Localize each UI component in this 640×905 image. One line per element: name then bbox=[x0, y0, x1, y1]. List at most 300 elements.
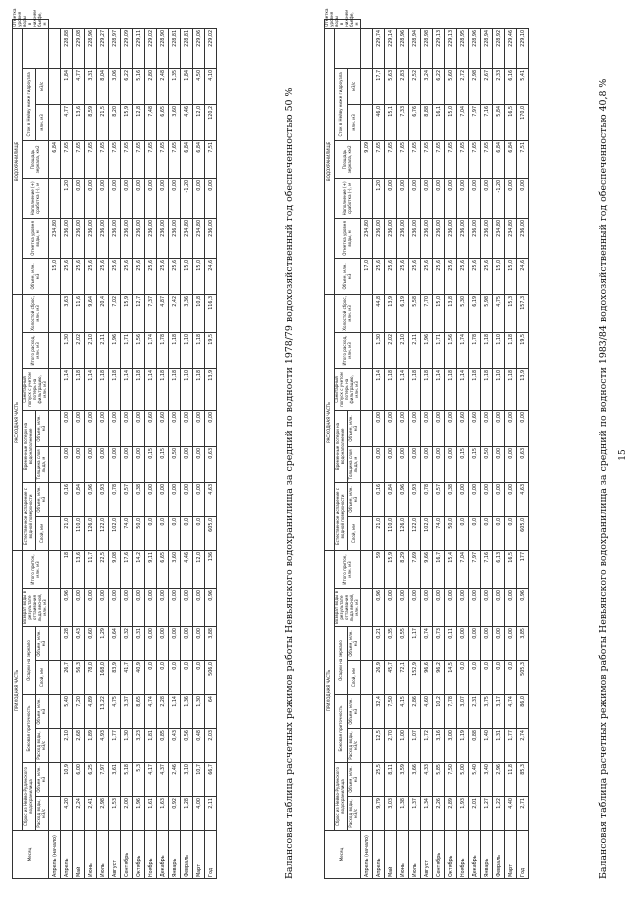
table-cell: 1,14 bbox=[457, 368, 469, 410]
table-cell: 2,10 bbox=[85, 332, 97, 368]
table-cell: 0,78 bbox=[421, 482, 433, 516]
table-cell: 0,00 bbox=[397, 589, 409, 627]
table-cell: 1,93 bbox=[457, 797, 469, 831]
table-cell: 2,71 bbox=[517, 797, 529, 831]
col-header-flow: м3/с bbox=[36, 68, 49, 104]
table-cell: 228,81 bbox=[181, 28, 193, 68]
table-cell: 236,00 bbox=[409, 218, 421, 258]
table-cell bbox=[49, 661, 61, 695]
table-cell: 1,34 bbox=[421, 797, 433, 831]
table-cell: 7,48 bbox=[145, 104, 157, 140]
table-cell: 7,65 bbox=[109, 140, 121, 178]
table-cell: 1,81 bbox=[145, 729, 157, 763]
row-month-label: Март bbox=[505, 831, 517, 879]
table-cell: 157,3 bbox=[517, 294, 529, 332]
table-cell: 505,3 bbox=[517, 661, 529, 695]
table-cell bbox=[49, 294, 61, 332]
table-cell: 10,9 bbox=[61, 763, 73, 797]
table-cell: 9,09 bbox=[361, 140, 373, 178]
table-cell: 0,00 bbox=[97, 410, 109, 446]
table-cell: 85,3 bbox=[517, 763, 529, 797]
col-header-volume: Объем, млн. м3 bbox=[335, 258, 361, 294]
table-cell: 41,7 bbox=[121, 661, 133, 695]
table-cell: 2,26 bbox=[433, 797, 445, 831]
table-cell: 2,41 bbox=[85, 797, 97, 831]
table-cell: 7,65 bbox=[169, 140, 181, 178]
table-cell: 5,40 bbox=[61, 695, 73, 729]
table-cell: 0,11 bbox=[445, 627, 457, 661]
table-cell: 1,14 bbox=[85, 368, 97, 410]
table-cell: 96,2 bbox=[433, 661, 445, 695]
table-cell: 50,0 bbox=[445, 516, 457, 550]
table-cell: 25,6 bbox=[145, 258, 157, 294]
table-cell: 1,89 bbox=[85, 729, 97, 763]
table-cell: 3,59 bbox=[397, 763, 409, 797]
col-header-tailwater-level: Отметка уровня воды в нижнем бьефе, м bbox=[13, 8, 48, 27]
table-cell: 0,00 bbox=[433, 589, 445, 627]
table-cell: 5,84 bbox=[493, 104, 505, 140]
table-cell: 13,9 bbox=[205, 368, 217, 410]
table-cell: 0,0 bbox=[481, 516, 493, 550]
table-cell: 4,40 bbox=[505, 797, 517, 831]
table-cell: 7,65 bbox=[397, 140, 409, 178]
table-cell: 4,75 bbox=[109, 695, 121, 729]
table-cell: 0,00 bbox=[109, 589, 121, 627]
table-cell: 7,65 bbox=[97, 140, 109, 178]
table-cell: 7,65 bbox=[85, 140, 97, 178]
table-cell: 1,10 bbox=[493, 368, 505, 410]
table-cell: 3,60 bbox=[169, 550, 181, 588]
table-cell: 0,00 bbox=[61, 446, 73, 482]
table-cell: 19,5 bbox=[517, 332, 529, 368]
table-cell: 16,5 bbox=[505, 104, 517, 140]
table-cell: 0,0 bbox=[145, 516, 157, 550]
table-cell: 2,10 bbox=[397, 332, 409, 368]
table-cell: 4,77 bbox=[73, 68, 85, 104]
table-cell: 0,00 bbox=[481, 178, 493, 218]
row-month-label: Декабрь bbox=[469, 831, 481, 879]
table-cell: 0,00 bbox=[157, 589, 169, 627]
table-cell: 4,75 bbox=[493, 294, 505, 332]
table-cell: 0,00 bbox=[433, 446, 445, 482]
col-header-discharge: Расход воды, м3/с bbox=[348, 797, 361, 831]
table-cell: 0,00 bbox=[157, 482, 169, 516]
table-cell: 0,00 bbox=[457, 589, 469, 627]
table-cell: 8,11 bbox=[385, 763, 397, 797]
table-cell: 12,8 bbox=[133, 104, 145, 140]
table-cell: 7,69 bbox=[409, 550, 421, 588]
table-cell: 7,65 bbox=[421, 140, 433, 178]
table-cell: 8,59 bbox=[85, 104, 97, 140]
table-cell: 0,00 bbox=[169, 482, 181, 516]
table-cell: 64 bbox=[205, 695, 217, 729]
table-cell: 2,74 bbox=[517, 729, 529, 763]
table-cell: 0,21 bbox=[373, 627, 385, 661]
table-cell: 1,84 bbox=[181, 68, 193, 104]
table-cell: 2,46 bbox=[169, 763, 181, 797]
row-month-label: Май bbox=[73, 831, 85, 879]
table-cell bbox=[361, 68, 373, 104]
table-cell bbox=[49, 104, 61, 140]
table-cell: 74,0 bbox=[433, 516, 445, 550]
subgroup-header-precipitation: Осадки на зеркало bbox=[335, 627, 348, 695]
table-cell: 234,80 bbox=[505, 218, 517, 258]
table-cell: 1,18 bbox=[169, 368, 181, 410]
table-cell: 0,00 bbox=[385, 178, 397, 218]
table-cell: 1,18 bbox=[481, 332, 493, 368]
table-cell: 0,00 bbox=[193, 589, 205, 627]
table-cell bbox=[361, 516, 373, 550]
table-cell: 1,77 bbox=[505, 729, 517, 763]
table-cell: 0,0 bbox=[157, 516, 169, 550]
table-cell: 25,6 bbox=[421, 258, 433, 294]
subgroup-header-downstream-flow: Сток в Нейву ниже гидроузла bbox=[335, 68, 348, 140]
table-cell: 2,02 bbox=[385, 332, 397, 368]
table-cell: 236,00 bbox=[385, 218, 397, 258]
table-cell: 228,92 bbox=[493, 28, 505, 68]
table-cell: 0,0 bbox=[493, 516, 505, 550]
table-row bbox=[397, 20, 409, 879]
table-cell: 3,03 bbox=[385, 797, 397, 831]
table-cell: 24,6 bbox=[205, 258, 217, 294]
balance-table-1983-84 bbox=[324, 8, 529, 879]
table-cell: 2,80 bbox=[145, 68, 157, 104]
table-cell: 7,65 bbox=[121, 140, 133, 178]
row-month-label: Сентябрь bbox=[121, 831, 133, 879]
table-cell: 9,79 bbox=[373, 797, 385, 831]
table-cell: 2,02 bbox=[73, 332, 85, 368]
table-cell: 14,5 bbox=[445, 661, 457, 695]
table-cell: 86,0 bbox=[517, 695, 529, 729]
table-cell: 0,0 bbox=[481, 661, 493, 695]
col-header-volume: Объем, млн. м3 bbox=[23, 258, 49, 294]
table-cell: 0,00 bbox=[73, 178, 85, 218]
table-cell: 1,18 bbox=[157, 368, 169, 410]
table-cell: 3,75 bbox=[481, 695, 493, 729]
table-cell: 0,38 bbox=[445, 482, 457, 516]
table-cell: 6,84 bbox=[193, 140, 205, 178]
table-cell: 236,00 bbox=[145, 218, 157, 258]
table-cell: 605,0 bbox=[517, 516, 529, 550]
table-cell: 44,8 bbox=[373, 294, 385, 332]
table-cell: 0,00 bbox=[145, 178, 157, 218]
table-cell: 13,9 bbox=[385, 294, 397, 332]
table-cell: 59 bbox=[373, 550, 385, 588]
table-cell: 0,00 bbox=[133, 410, 145, 446]
table-cell: 168,0 bbox=[97, 661, 109, 695]
table-cell: 0,93 bbox=[97, 482, 109, 516]
subgroup-header-lateral-inflow: Боковая приточность bbox=[23, 695, 36, 763]
group-header-expense: РАСХОДНАЯ ЧАСТЬ bbox=[325, 294, 335, 550]
col-header-flow: м3/с bbox=[348, 68, 361, 104]
group-header-income: ПРИХОДНАЯ ЧАСТЬ bbox=[325, 550, 335, 830]
table-cell: 110,0 bbox=[73, 516, 85, 550]
table-cell: 11,7 bbox=[85, 550, 97, 588]
table-cell: 3,88 bbox=[205, 627, 217, 661]
table-cell: 122,0 bbox=[409, 516, 421, 550]
table-cell: 12,0 bbox=[193, 550, 205, 588]
table-cell: 102,0 bbox=[109, 516, 121, 550]
table-cell: 0,43 bbox=[73, 627, 85, 661]
table-cell: 1,27 bbox=[481, 797, 493, 831]
table-cell: 0,00 bbox=[421, 178, 433, 218]
table-cell: 3,40 bbox=[481, 763, 493, 797]
table-cell: 25,6 bbox=[73, 258, 85, 294]
table-cell: 1,20 bbox=[373, 178, 385, 218]
table-cell: 2,52 bbox=[409, 68, 421, 104]
table-cell: 6,84 bbox=[505, 140, 517, 178]
table-cell: 3,36 bbox=[181, 294, 193, 332]
table-cell: 0,00 bbox=[433, 178, 445, 218]
table-cell: 56,3 bbox=[73, 661, 85, 695]
table-cell: 126,0 bbox=[85, 516, 97, 550]
table-row bbox=[481, 20, 493, 879]
table-cell: 0,00 bbox=[481, 627, 493, 661]
table-cell: 1,18 bbox=[73, 368, 85, 410]
table-cell: 0,00 bbox=[121, 446, 133, 482]
table-cell: 0,00 bbox=[481, 410, 493, 446]
table-cell: 0,00 bbox=[193, 627, 205, 661]
table-cell: 229,46 bbox=[505, 28, 517, 68]
table-cell: 0,38 bbox=[133, 482, 145, 516]
table-cell: 0,00 bbox=[433, 410, 445, 446]
table-row bbox=[121, 20, 133, 879]
table-cell: 10,8 bbox=[193, 294, 205, 332]
table-cell: 15,0 bbox=[445, 104, 457, 140]
table-cell: 7,65 bbox=[457, 140, 469, 178]
row-month-label: Апрель (начало) bbox=[49, 831, 61, 879]
table-row bbox=[205, 20, 217, 879]
table-cell bbox=[361, 482, 373, 516]
table-cell: 236,00 bbox=[109, 218, 121, 258]
table-cell: 0,0 bbox=[505, 516, 517, 550]
table-cell bbox=[49, 68, 61, 104]
table-cell: 7,65 bbox=[481, 140, 493, 178]
table-cell: 0,96 bbox=[373, 589, 385, 627]
table-cell: 1,17 bbox=[409, 627, 421, 661]
table-cell bbox=[361, 410, 373, 446]
table-cell: 4,17 bbox=[145, 763, 157, 797]
table-cell bbox=[361, 695, 373, 729]
table-cell: 0,16 bbox=[61, 482, 73, 516]
table-row bbox=[457, 20, 469, 879]
table-cell: 0,00 bbox=[517, 410, 529, 446]
row-month-label: Январь bbox=[481, 831, 493, 879]
table-cell: 1,96 bbox=[109, 332, 121, 368]
subgroup-header-upstream-discharge: Сброс из Нейво-Рудянского водохранилища bbox=[23, 763, 36, 831]
table-cell: 12,5 bbox=[373, 729, 385, 763]
table-cell: 10,2 bbox=[433, 695, 445, 729]
table-cell: 1,78 bbox=[469, 332, 481, 368]
table-cell bbox=[49, 627, 61, 661]
row-month-label: Февраль bbox=[181, 831, 193, 879]
table-cell: 3,06 bbox=[109, 68, 121, 104]
table-cell: 152,9 bbox=[409, 661, 421, 695]
table-cell bbox=[361, 104, 373, 140]
row-month-label: Январь bbox=[169, 831, 181, 879]
row-month-label: Апрель (начало) bbox=[361, 831, 373, 879]
col-header-volume: Объем, млн. м3 bbox=[348, 695, 361, 729]
table-cell: 0,84 bbox=[385, 482, 397, 516]
table-cell: 6,19 bbox=[469, 294, 481, 332]
table-cell: 4,63 bbox=[517, 482, 529, 516]
table-cell: 9,64 bbox=[85, 294, 97, 332]
table-cell: 25,6 bbox=[445, 258, 457, 294]
table-cell: 0,35 bbox=[385, 627, 397, 661]
col-header-month: Месяц bbox=[13, 831, 49, 879]
table-cell: 6,22 bbox=[433, 68, 445, 104]
table-cell: 1,18 bbox=[193, 368, 205, 410]
table-cell: 236,00 bbox=[397, 218, 409, 258]
table-cell: 6,84 bbox=[181, 140, 193, 178]
table-cell: 96,6 bbox=[421, 661, 433, 695]
table-cell: 25,6 bbox=[397, 258, 409, 294]
table-cell: 2,03 bbox=[205, 729, 217, 763]
table-cell: 24,6 bbox=[517, 258, 529, 294]
table-cell: 7,65 bbox=[157, 140, 169, 178]
table-cell: 4,00 bbox=[193, 797, 205, 831]
table-cell: 229,13 bbox=[445, 28, 457, 68]
table-cell bbox=[361, 294, 373, 332]
table-cell: 4,15 bbox=[397, 695, 409, 729]
table-cell: 25,6 bbox=[373, 258, 385, 294]
col-header-layer: Слой, мм bbox=[36, 661, 49, 695]
table-cell: 0,0 bbox=[181, 516, 193, 550]
table-cell: 4,46 bbox=[181, 550, 193, 588]
table-cell bbox=[49, 446, 61, 482]
table-cell: 5,58 bbox=[409, 294, 421, 332]
col-header-ice-thickness: Толщина слоя льда, м bbox=[348, 446, 361, 482]
table-cell: 2,11 bbox=[205, 797, 217, 831]
table-cell: 26,9 bbox=[373, 661, 385, 695]
table-cell: 1,20 bbox=[61, 178, 73, 218]
table-cell bbox=[361, 797, 373, 831]
table-cell: 1,18 bbox=[97, 368, 109, 410]
table-2-title: Балансовая таблица расчетных режимов работы Невьянского водохранилища за средний по водности 1978/79 водохозяйственный год обеспеченностью 50 % bbox=[284, 87, 295, 879]
table-cell: 5,98 bbox=[481, 294, 493, 332]
col-header-discharge: Расход воды, м3/с bbox=[348, 729, 361, 763]
table-cell: 1,35 bbox=[169, 68, 181, 104]
table-cell: 1,72 bbox=[421, 729, 433, 763]
table-cell: 2,96 bbox=[493, 763, 505, 797]
table-cell: 110,0 bbox=[385, 516, 397, 550]
col-header-volume: Объем, млн. м3 bbox=[36, 695, 49, 729]
table-row bbox=[445, 20, 457, 879]
table-cell: 1,18 bbox=[133, 368, 145, 410]
table-cell: 1,18 bbox=[169, 332, 181, 368]
table-cell: 25,6 bbox=[433, 258, 445, 294]
table-cell: 5,00 bbox=[457, 763, 469, 797]
table-cell: 3,16 bbox=[433, 729, 445, 763]
table-cell: 15,3 bbox=[505, 294, 517, 332]
table-cell: 0,00 bbox=[109, 410, 121, 446]
col-header-volume: Объем, млн. м3 bbox=[348, 410, 361, 446]
table-cell: 0,00 bbox=[205, 178, 217, 218]
row-month-label: Год bbox=[205, 831, 217, 879]
row-month-label: Март bbox=[193, 831, 205, 879]
table-cell: 1,40 bbox=[481, 729, 493, 763]
table-cell: 229,02 bbox=[145, 28, 157, 68]
table-cell: 0,63 bbox=[205, 446, 217, 482]
table-cell: 0,0 bbox=[157, 661, 169, 695]
table-cell: 0,56 bbox=[181, 729, 193, 763]
col-header-layer: Слой, мм bbox=[348, 516, 361, 550]
table-cell bbox=[361, 550, 373, 588]
table-cell: 2,86 bbox=[409, 695, 421, 729]
table-cell: 236,00 bbox=[421, 218, 433, 258]
table-cell: 6,16 bbox=[505, 68, 517, 104]
table-cell: 0,50 bbox=[169, 446, 181, 482]
table-cell bbox=[361, 763, 373, 797]
table-cell: 6,65 bbox=[157, 550, 169, 588]
table-cell bbox=[49, 482, 61, 516]
table-cell: 0,00 bbox=[409, 446, 421, 482]
table-cell: 45,7 bbox=[385, 661, 397, 695]
table-cell: 136 bbox=[205, 550, 217, 588]
table-cell: 0,00 bbox=[421, 410, 433, 446]
table-cell: 10,7 bbox=[193, 763, 205, 797]
table-cell bbox=[49, 589, 61, 627]
table-cell: 7,02 bbox=[109, 294, 121, 332]
table-cell: 0,00 bbox=[109, 178, 121, 218]
table-cell: 9,66 bbox=[421, 550, 433, 588]
table-row bbox=[97, 20, 109, 879]
row-month-label: Август bbox=[109, 831, 121, 879]
table-cell: 236,00 bbox=[85, 218, 97, 258]
table-cell: 25,6 bbox=[469, 258, 481, 294]
table-cell: 236,00 bbox=[433, 218, 445, 258]
table-cell: 0,00 bbox=[493, 627, 505, 661]
row-month-label: Ноябрь bbox=[457, 831, 469, 879]
row-month-label: Октябрь bbox=[133, 831, 145, 879]
table-cell: 2,72 bbox=[457, 68, 469, 104]
table-row bbox=[133, 20, 145, 879]
table-cell: 1,10 bbox=[181, 368, 193, 410]
table-cell: 2,98 bbox=[97, 797, 109, 831]
table-cell: 228,88 bbox=[61, 28, 73, 68]
table-cell: 1,18 bbox=[421, 368, 433, 410]
table-cell: 15,4 bbox=[445, 550, 457, 588]
table-cell: 4,10 bbox=[205, 68, 217, 104]
row-month-label: Июль bbox=[409, 831, 421, 879]
table-cell: 4,20 bbox=[61, 797, 73, 831]
table-cell: 22,5 bbox=[97, 550, 109, 588]
table-cell: 0,96 bbox=[517, 589, 529, 627]
table-cell: 0,00 bbox=[517, 178, 529, 218]
group-header-expense: РАСХОДНАЯ ЧАСТЬ bbox=[13, 294, 23, 550]
table-cell: 0,00 bbox=[169, 178, 181, 218]
table-cell: 236,00 bbox=[517, 218, 529, 258]
table-cell: 0,00 bbox=[133, 589, 145, 627]
table-cell: 2,67 bbox=[481, 68, 493, 104]
table-cell: 1,18 bbox=[481, 368, 493, 410]
col-header-discharge: Расход воды, м3/с bbox=[36, 797, 49, 831]
table-cell: 0,00 bbox=[445, 410, 457, 446]
table-cell: 0,00 bbox=[457, 482, 469, 516]
subgroup-header-lateral-inflow: Боковая приточность bbox=[335, 695, 348, 763]
table-cell: 0,00 bbox=[193, 446, 205, 482]
table-row bbox=[469, 20, 481, 879]
subgroup-header-downstream-flow: Сток в Нейву ниже гидроузла bbox=[23, 68, 36, 140]
table-cell: 7,04 bbox=[457, 550, 469, 588]
table-cell: 3,85 bbox=[517, 627, 529, 661]
table-cell: 0,00 bbox=[397, 410, 409, 446]
col-header-volume: Объем, млн. м3 bbox=[36, 763, 49, 797]
table-cell: 1,18 bbox=[109, 368, 121, 410]
table-cell: 7,51 bbox=[205, 140, 217, 178]
table-cell: 0,00 bbox=[169, 410, 181, 446]
table-cell: 4,46 bbox=[181, 104, 193, 140]
